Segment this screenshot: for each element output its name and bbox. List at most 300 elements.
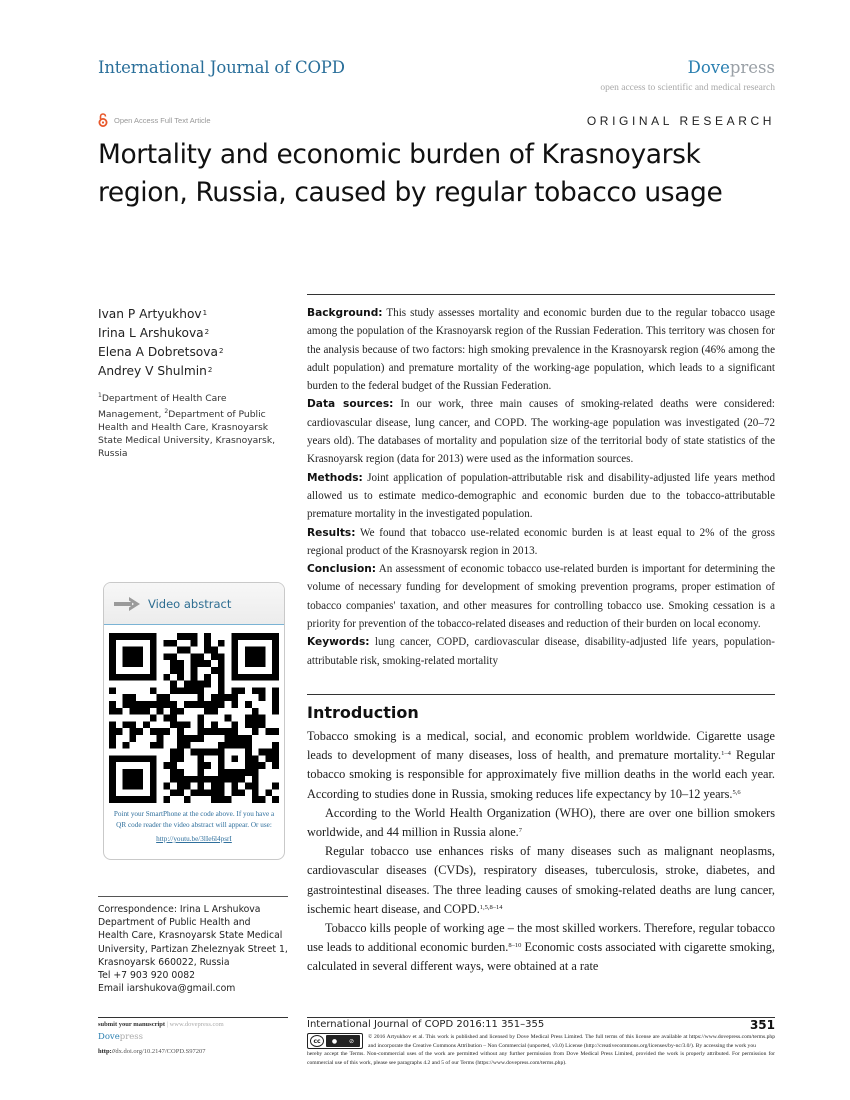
qr-module [143,721,150,728]
qr-module [150,728,157,735]
qr-module [252,776,259,783]
qr-module [231,660,238,667]
qr-module [238,789,245,796]
qr-module [231,742,238,749]
qr-module [191,789,198,796]
qr-module [170,687,177,694]
abstract-background: Background: This study assesses mortality and economic burden due to the regular tobacco usage among the population of the Krasnoyarsk region of the Russian Federation. This territory was chosen for the analysis because of two factors: high smoking prevalence in the Krasnoyarsk region (46% among the adult population) and premature mortality of the working-age population, which leads to a significant burden to the federal budget of the Russian Federation. [307,307,775,393]
qr-module [259,715,266,722]
qr-module [150,687,157,694]
qr-module [150,633,157,640]
publisher-logo-dove: Dove [687,58,730,77]
journal-name: International Journal of COPD [98,58,345,77]
qr-module [218,728,225,735]
qr-module [123,721,130,728]
doi-link[interactable]: http://dx.doi.org/10.2147/COPD.S97207 [98,1048,206,1055]
qr-code-image [109,633,279,803]
qr-module [170,776,177,783]
qr-module [123,647,130,654]
qr-module [177,742,184,749]
qr-module [170,762,177,769]
qr-module [123,755,130,762]
qr-module [272,674,279,681]
qr-module [204,762,211,769]
qr-module [123,783,130,790]
qr-code[interactable] [109,633,279,803]
qr-module [197,653,204,660]
qr-module [150,701,157,708]
abstract-top-rule [307,294,775,295]
qr-module [252,783,259,790]
abstract-data-sources: Data sources: In our work, three main causes of smoking-related deaths were considered: cardiovascular disease, lung cancer, and COPD. The working-age population was investigated (20–72 years old). The databases of mortality and population size of the territorial body of state statistics of the Krasnoyarsk region (data for 2013) were used as the information sources. [307,398,775,466]
qr-module [163,715,170,722]
qr-module [245,783,252,790]
qr-module [157,708,164,715]
qr-module [177,783,184,790]
qr-module [225,742,232,749]
correspondence-email[interactable]: Email iarshukova@gmail.com [98,983,236,995]
video-abstract-header[interactable] [104,583,284,625]
qr-module [136,769,143,776]
qr-module [129,755,136,762]
qr-module [123,660,130,667]
qr-module [272,701,279,708]
qr-module [191,681,198,688]
qr-module [245,715,252,722]
qr-module [191,735,198,742]
qr-module [191,660,198,667]
qr-module [136,647,143,654]
qr-module [170,789,177,796]
qr-module [272,762,279,769]
qr-module [231,776,238,783]
author: Andrey V Shulmin$^2$ [98,364,213,378]
qr-module [109,687,116,694]
qr-module [231,789,238,796]
qr-module [184,687,191,694]
footer-rule-left [98,1017,288,1018]
qr-module [136,701,143,708]
qr-module [252,769,259,776]
qr-module [204,728,211,735]
qr-module [184,701,191,708]
citation-ref[interactable]: 1,5,8–14 [479,903,503,911]
qr-module [218,749,225,756]
qr-module [259,653,266,660]
qr-module [204,708,211,715]
qr-module [150,783,157,790]
qr-module [204,789,211,796]
footer-publisher-logo[interactable]: Dovepress [98,1032,144,1042]
qr-module [116,755,123,762]
qr-module [211,701,218,708]
qr-module [272,796,279,803]
qr-module [245,755,252,762]
qr-module [238,687,245,694]
qr-module [218,660,225,667]
qr-module [197,769,204,776]
qr-module [225,769,232,776]
open-access-lock-icon [98,113,108,127]
qr-module [184,735,191,742]
qr-module [238,769,245,776]
qr-module [231,783,238,790]
qr-module [245,633,252,640]
qr-module [123,769,130,776]
qr-module [272,687,279,694]
qr-module [197,721,204,728]
qr-module [245,660,252,667]
correspondence: Correspondence: Irina L Arshukova Department of Public Health and Health Care, Krasnoyarsk State Medical University, Partizan Zheleznyak Street 1, Krasnoyarsk 660022, Russia Tel +7 903 920 0082 Email iarshukova@gmail.com [98,903,298,995]
qr-module [184,742,191,749]
qr-module [123,796,130,803]
qr-module [150,660,157,667]
qr-module [204,749,211,756]
qr-module [191,701,198,708]
qr-module [116,708,123,715]
cc-icon: cc [310,1035,324,1047]
citation-ref[interactable]: 8–10 [508,942,522,950]
qr-module [218,701,225,708]
qr-module [245,653,252,660]
qr-module [129,647,136,654]
qr-module [191,667,198,674]
qr-module [150,796,157,803]
qr-module [136,633,143,640]
qr-module [150,789,157,796]
qr-module [184,776,191,783]
qr-module [259,687,266,694]
qr-module [129,769,136,776]
page-number: 351 [749,1018,775,1032]
qr-module [204,701,211,708]
qr-module [177,721,184,728]
qr-module [211,728,218,735]
qr-module [259,796,266,803]
qr-module [197,755,204,762]
by-nc-icon [326,1035,360,1047]
qr-module [109,674,116,681]
qr-module [170,653,177,660]
qr-module [197,728,204,735]
qr-module [170,708,177,715]
qr-module [265,755,272,762]
qr-module [204,681,211,688]
qr-module [211,789,218,796]
author: Irina L Arshukova$^2$ [98,326,210,340]
qr-module [163,653,170,660]
qr-module [231,667,238,674]
qr-module [109,755,116,762]
qr-module [197,735,204,742]
video-abstract-caption: Point your SmartPhone at the code above. If you have a QR code reader the video abstract will appear. Or use: http://youtu.be/3lIe6l4psrI [110,809,278,845]
qr-module [109,796,116,803]
abstract-keywords: Keywords: lung cancer, COPD, cardiovascular disease, disability-adjusted life years, population-attributable risk, smoking-related mortality [307,636,775,667]
qr-module [170,755,177,762]
qr-module [225,694,232,701]
qr-module [129,721,136,728]
qr-module [211,667,218,674]
qr-module [218,640,225,647]
qr-module [211,776,218,783]
qr-module [225,776,232,783]
qr-module [272,667,279,674]
qr-module [204,674,211,681]
qr-module [225,796,232,803]
qr-module [211,647,218,654]
article-type: ORIGINAL RESEARCH [586,114,775,128]
qr-module [231,640,238,647]
qr-module [129,674,136,681]
publisher-logo[interactable] [688,58,775,77]
qr-module [129,735,136,742]
qr-module [197,749,204,756]
qr-module [225,715,232,722]
qr-module [211,708,218,715]
qr-module [109,640,116,647]
qr-module [245,647,252,654]
qr-module [116,728,123,735]
qr-module [197,776,204,783]
qr-module [123,701,130,708]
qr-module [259,694,266,701]
qr-module [197,789,204,796]
citation-ref[interactable]: 1–4 [721,750,731,758]
qr-module [170,640,177,647]
submit-manuscript-link[interactable]: submit your manuscript | www.dovepress.com [98,1021,224,1028]
qr-module [265,674,272,681]
qr-module [177,776,184,783]
qr-module [259,674,266,681]
video-abstract-box[interactable] [103,582,285,860]
qr-module [109,789,116,796]
qr-module [252,660,259,667]
qr-module [191,674,198,681]
attribution-icon: ● [331,1037,338,1045]
qr-module [129,783,136,790]
qr-module [191,749,198,756]
qr-module [218,776,225,783]
qr-module [143,796,150,803]
qr-module [218,762,225,769]
qr-module [204,647,211,654]
qr-module [109,647,116,654]
qr-module [245,742,252,749]
qr-module [157,701,164,708]
creative-commons-badge[interactable] [307,1033,363,1049]
qr-module [265,789,272,796]
qr-module [157,694,164,701]
qr-module [129,701,136,708]
qr-module [265,633,272,640]
qr-module [163,783,170,790]
qr-module [272,647,279,654]
qr-module [204,633,211,640]
qr-module [252,633,259,640]
qr-module [204,640,211,647]
qr-module [136,755,143,762]
qr-module [129,796,136,803]
qr-module [252,796,259,803]
qr-module [238,735,245,742]
qr-module [163,701,170,708]
qr-module [197,681,204,688]
qr-module [129,633,136,640]
qr-module [231,735,238,742]
qr-module [177,708,184,715]
qr-module [177,667,184,674]
qr-module [245,762,252,769]
qr-module [163,728,170,735]
qr-module [218,755,225,762]
footer-rule-right [307,1017,775,1018]
license-text-continued: hereby accept the Terms. Non-commercial uses of the work are permitted without any further permission from Dove Medical Press Limited, provided the work is properly attributed. For permission for commercial use of this work, please see paragraphs 4.2 and 5 of our Terms (https://www.dovepress.com/terms.php). [307,1051,775,1066]
qr-module [272,640,279,647]
qr-module [109,735,116,742]
qr-module [163,694,170,701]
qr-module [123,776,130,783]
qr-module [123,674,130,681]
qr-module [231,647,238,654]
qr-module [150,653,157,660]
qr-module [177,660,184,667]
correspondence-rule [98,896,288,897]
qr-module [109,653,116,660]
qr-module [265,749,272,756]
qr-module [177,735,184,742]
qr-module [197,762,204,769]
qr-module [143,633,150,640]
qr-module [218,674,225,681]
qr-module [211,783,218,790]
qr-module [136,674,143,681]
qr-module [272,694,279,701]
qr-module [177,633,184,640]
qr-module [184,681,191,688]
qr-module [163,674,170,681]
qr-module [109,762,116,769]
section-heading-introduction: Introduction [307,703,419,722]
qr-module [163,640,170,647]
qr-module [225,728,232,735]
qr-module [136,783,143,790]
qr-module [259,721,266,728]
qr-module [238,674,245,681]
qr-module [259,749,266,756]
qr-module [184,633,191,640]
qr-module [170,769,177,776]
qr-module [177,749,184,756]
qr-module [170,749,177,756]
qr-module [252,715,259,722]
qr-module [218,653,225,660]
qr-module [211,749,218,756]
qr-module [109,708,116,715]
qr-module [150,715,157,722]
citation-ref[interactable]: 5,6 [732,788,741,796]
qr-module [109,783,116,790]
open-access-badge [98,113,211,127]
qr-module [259,660,266,667]
paragraph: Regular tobacco use enhances risks of many diseases such as malignant neoplasms, cardiovascular diseases (CVDs), respiratory diseases, tuberculosis, stroke, diabetes, and gastrointestinal diseases. The three leading causes of smoking-related deaths are lung cancer, ischemic heart disease, and COPD.$^{1,5,8-14}$ [307,844,775,916]
qr-module [259,633,266,640]
qr-module [150,762,157,769]
qr-module [150,755,157,762]
qr-module [272,660,279,667]
qr-module [170,660,177,667]
qr-module [218,783,225,790]
qr-module [204,660,211,667]
qr-module [252,647,259,654]
qr-module [184,721,191,728]
qr-module [136,660,143,667]
qr-module [184,647,191,654]
qr-module [177,674,184,681]
qr-module [150,640,157,647]
qr-module [218,769,225,776]
qr-module [245,735,252,742]
qr-module [218,681,225,688]
qr-module [272,742,279,749]
qr-module [109,776,116,783]
qr-module [150,674,157,681]
publisher-logo-press: press [729,58,775,77]
qr-module [272,708,279,715]
qr-module [272,728,279,735]
qr-module [197,694,204,701]
qr-module [170,667,177,674]
qr-module [177,789,184,796]
abstract-results: Results: We found that tobacco use-related economic burden is at least equal to 2% of the gross regional product of the Krasnoyarsk region in 2013. [307,526,775,557]
qr-module [252,687,259,694]
qr-module [211,694,218,701]
qr-module [231,701,238,708]
affiliations: $^1$Department of Health Care Management, $^2$Department of Public Health and Health Care, Krasnoyarsk State Medical University, Krasnoyarsk, Russia [98,392,276,460]
qr-module [136,708,143,715]
qr-module [272,653,279,660]
qr-module [211,721,218,728]
video-abstract-link[interactable]: http://youtu.be/3lIe6l4psrI [156,835,232,843]
qr-module [231,755,238,762]
citation-ref[interactable]: 7 [518,827,523,835]
qr-module [252,789,259,796]
qr-module [143,755,150,762]
qr-module [231,687,238,694]
qr-module [191,653,198,660]
qr-module [109,728,116,735]
qr-module [231,694,238,701]
qr-module [231,653,238,660]
qr-module [197,687,204,694]
qr-module [272,755,279,762]
article-title: Mortality and economic burden of Krasnoyarsk region, Russia, caused by regular tobacco usage [98,139,723,208]
qr-module [129,653,136,660]
publisher-tagline: open access to scientific and medical research [600,83,775,93]
qr-module [231,769,238,776]
qr-module [136,776,143,783]
qr-module [109,769,116,776]
qr-module [143,708,150,715]
qr-module [238,742,245,749]
non-commercial-icon: ⊘ [349,1037,355,1045]
qr-module [170,721,177,728]
qr-module [231,674,238,681]
qr-module [218,694,225,701]
qr-module [136,728,143,735]
qr-module [129,708,136,715]
qr-module [150,647,157,654]
qr-module [150,667,157,674]
